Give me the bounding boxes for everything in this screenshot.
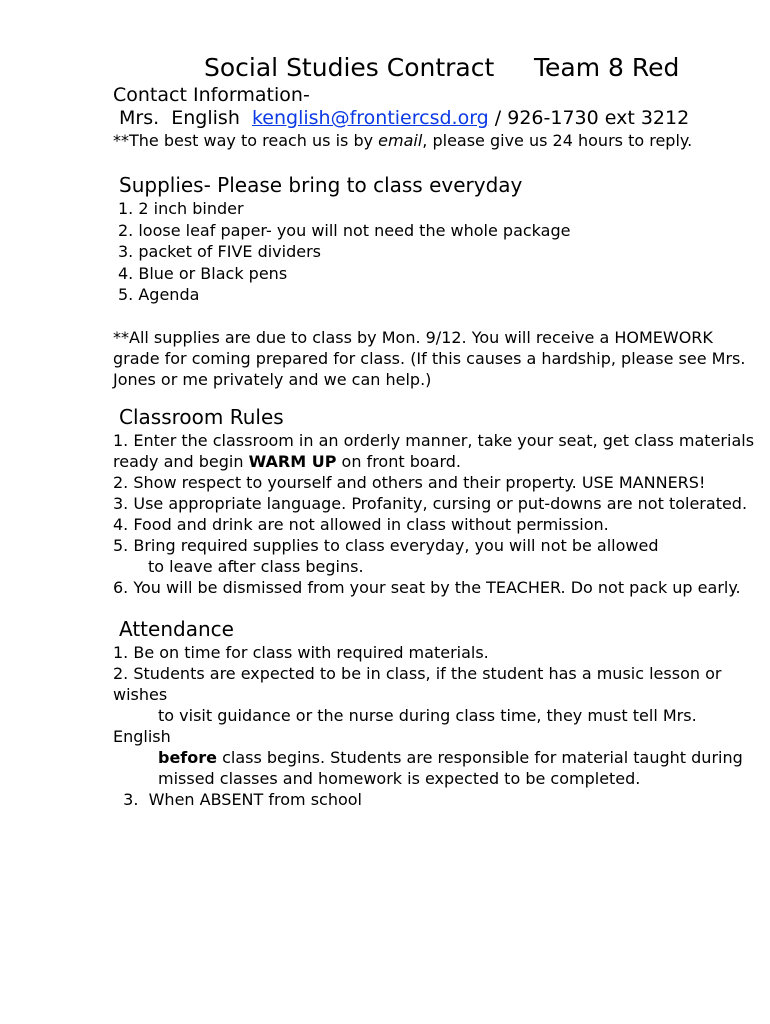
rule-1-text: 1. Enter the classroom in an orderly manner, take your seat, get class materials ready and begin — [113, 430, 755, 471]
contact-heading: Contact Information- — [113, 84, 310, 106]
supplies-list — [113, 198, 758, 306]
attendance-heading: Attendance — [119, 616, 234, 641]
supply-item: 4. Blue or Black pens — [118, 263, 288, 283]
contract-page — [113, 52, 758, 810]
attendance-item-continued — [113, 705, 758, 747]
attendance-2b: to visit guidance or the nurse during class time, they must tell Mrs. English — [113, 705, 697, 746]
contact-note-start: **The best way to reach us is by — [113, 131, 379, 150]
attendance-item: 3. When ABSENT from school — [113, 789, 362, 809]
supply-item: 5. Agenda — [118, 285, 200, 304]
supplies-heading: Supplies- Please bring to class everyday — [119, 173, 523, 197]
attendance-item: 2. Students are expected to be in class, if the student has a music lesson or wishes — [113, 663, 722, 704]
rule-item — [113, 430, 758, 472]
email-link[interactable]: kenglish@frontiercsd.org — [251, 107, 489, 129]
supply-item: 3. packet of FIVE dividers — [118, 242, 322, 261]
attendance-2c-bold: before — [158, 747, 217, 767]
rule-1-bold: WARM UP — [248, 451, 337, 471]
rule-1-end: on front board. — [336, 451, 461, 471]
teacher-name: Mrs. English — [113, 107, 252, 129]
rules-heading: Classroom Rules — [119, 404, 284, 429]
rule-item: 4. Food and drink are not allowed in class without permission. — [113, 514, 609, 534]
contact-note — [113, 130, 758, 151]
contact-note-end: , please give us 24 hours to reply. — [422, 131, 693, 150]
rule-item: 6. You will be dismissed from your seat by the TEACHER. Do not pack up early. — [113, 577, 741, 597]
supply-item: 2. loose leaf paper- you will not need the whole package — [118, 220, 571, 240]
contact-line — [113, 107, 758, 130]
rule-item: 3. Use appropriate language. Profanity, cursing or put-downs are not tolerated. — [113, 493, 748, 513]
contact-note-email: email — [378, 131, 423, 150]
attendance-item-continued — [113, 747, 758, 768]
rule-item-continued: to leave after class begins. — [148, 556, 364, 576]
rule-item: 2. Show respect to yourself and others and their property. USE MANNERS! — [113, 472, 706, 492]
attendance-item-continued: missed classes and homework is expected to be completed. — [158, 768, 641, 788]
attendance-2c-end: class begins. Students are responsible for material taught during — [217, 747, 743, 767]
supply-item: 1. 2 inch binder — [118, 199, 244, 218]
phone-number: / 926-1730 ext 3212 — [488, 107, 690, 129]
rule-item: 5. Bring required supplies to class everyday, you will not be allowed — [113, 535, 659, 555]
attendance-item: 1. Be on time for class with required materials. — [113, 642, 489, 662]
supplies-note: **All supplies are due to class by Mon. 9/12. You will receive a HOMEWORK grade for coming prepared for class. (If this causes a hardship, please see Mrs. Jones or me privately and we can help.) — [113, 327, 746, 389]
page-title: Social Studies Contract Team 8 Red — [204, 53, 680, 82]
